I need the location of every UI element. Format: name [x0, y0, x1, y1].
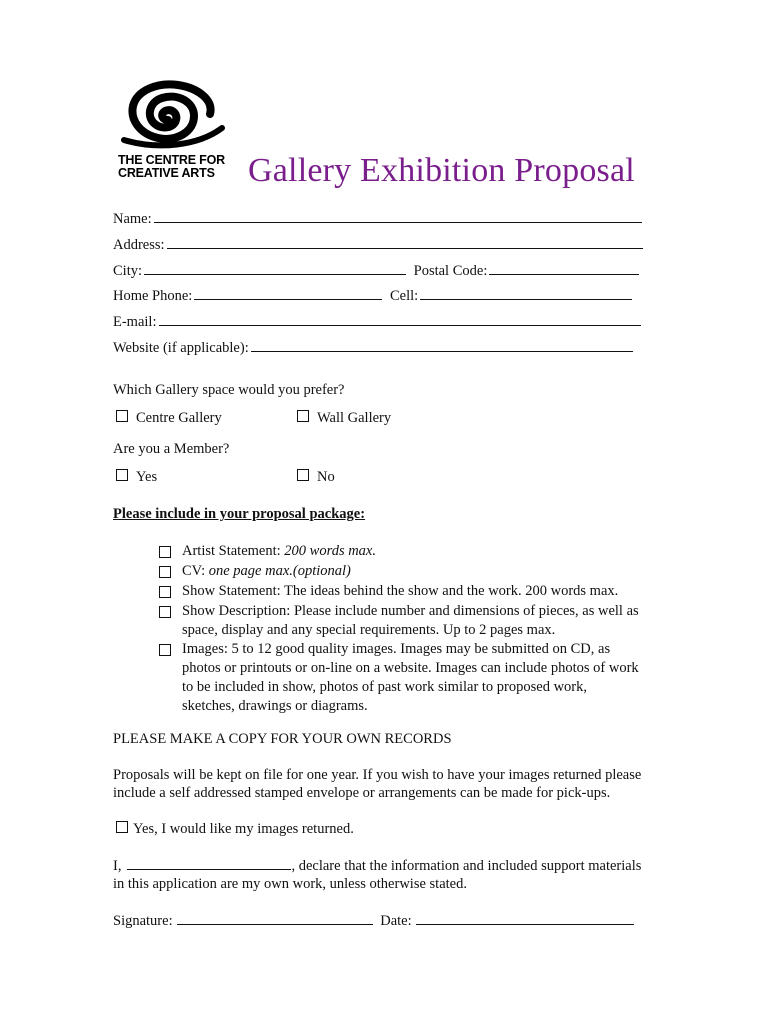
cell-label: Cell: [389, 288, 419, 304]
spiral-logo-icon [118, 80, 226, 152]
member-question: Are you a Member? [113, 441, 230, 457]
email-label: E-mail: [113, 314, 157, 330]
member-yes-option[interactable] [116, 469, 157, 486]
return-images-checkbox[interactable] [116, 821, 128, 833]
return-images-label: Yes, I would like my images returned. [133, 821, 354, 837]
declarant-name-field[interactable] [127, 857, 291, 870]
website-field[interactable] [251, 339, 633, 352]
address-row [113, 236, 643, 254]
member-no-checkbox[interactable] [297, 469, 309, 481]
city-label: City: [113, 263, 143, 279]
list-item [159, 582, 649, 601]
logo-text [118, 154, 225, 180]
address-label: Address: [113, 237, 165, 253]
date-label: Date: [380, 913, 412, 929]
name-row [113, 210, 642, 228]
item-note: one page max.(optional) [208, 563, 351, 579]
images-checkbox[interactable] [159, 644, 171, 656]
website-label: Website (if applicable): [113, 340, 249, 356]
artist-statement-checkbox[interactable] [159, 546, 171, 558]
item-label: Images: 5 to 12 good quality images. Images may be submitted on CD, as photos or printouts or on-line on a website. Images can include photos of work to be included in show, photos of past work similar to proposed work, sketches, drawings or diagrams. [182, 641, 639, 714]
item-label: CV: [182, 563, 209, 579]
list-item [159, 640, 639, 716]
postal-code-label: Postal Code: [413, 263, 488, 279]
name-field[interactable] [154, 210, 642, 223]
signature-field[interactable] [177, 912, 373, 925]
gallery-question: Which Gallery space would you prefer? [113, 382, 345, 398]
phone-row [113, 287, 632, 305]
show-statement-checkbox[interactable] [159, 586, 171, 598]
member-yes-checkbox[interactable] [116, 469, 128, 481]
cell-field[interactable] [420, 287, 632, 300]
centre-gallery-checkbox[interactable] [116, 410, 128, 422]
member-no-option[interactable] [297, 469, 335, 486]
copy-notice: PLEASE MAKE A COPY FOR YOUR OWN RECORDS [113, 731, 452, 747]
name-label: Name: [113, 211, 152, 227]
website-row [113, 339, 633, 357]
home-phone-field[interactable] [194, 287, 382, 300]
address-field[interactable] [167, 236, 643, 249]
proposals-text: Proposals will be kept on file for one year. If you wish to have your images returned please include a self addressed stamped envelope or arrangements can be made for pick-ups. [113, 767, 642, 801]
home-phone-label: Home Phone: [113, 288, 193, 304]
centre-gallery-option[interactable] [116, 410, 222, 427]
signature-label: Signature: [113, 913, 173, 929]
date-field[interactable] [416, 912, 634, 925]
cv-checkbox[interactable] [159, 566, 171, 578]
include-heading: Please include in your proposal package: [113, 506, 366, 522]
city-field[interactable] [144, 262, 406, 275]
wall-gallery-checkbox[interactable] [297, 410, 309, 422]
member-yes-label: Yes [136, 469, 158, 485]
city-row [113, 262, 639, 280]
member-no-label: No [317, 469, 335, 485]
list-item [159, 562, 649, 581]
wall-gallery-label: Wall Gallery [317, 410, 392, 426]
email-field[interactable] [159, 313, 641, 326]
declaration [113, 857, 653, 893]
email-row [113, 313, 641, 331]
declaration-text: , declare that the information and included support materials in this application are my own work, unless otherwise stated. [113, 858, 642, 892]
signature-row [113, 912, 634, 930]
item-label: Artist Statement: [182, 543, 285, 559]
postal-code-field[interactable] [489, 262, 639, 275]
wall-gallery-option[interactable] [297, 410, 391, 427]
item-label: Show Description: Please include number and dimensions of pieces, as well as space, display and any special requirements. Up to 2 pages max. [182, 603, 639, 638]
item-label: Show Statement: The ideas behind the show and the work. 200 words max. [182, 583, 619, 599]
logo-line-1: THE CENTRE FOR [118, 153, 225, 167]
logo-line-2: CREATIVE ARTS [118, 166, 215, 180]
declaration-prefix: I, [113, 858, 122, 874]
page-title: Gallery Exhibition Proposal [248, 152, 635, 189]
centre-gallery-label: Centre Gallery [136, 410, 222, 426]
return-images-option[interactable] [116, 821, 354, 838]
list-item [159, 542, 649, 561]
list-item [159, 602, 645, 640]
item-note: 200 words max. [284, 543, 376, 559]
show-description-checkbox[interactable] [159, 606, 171, 618]
